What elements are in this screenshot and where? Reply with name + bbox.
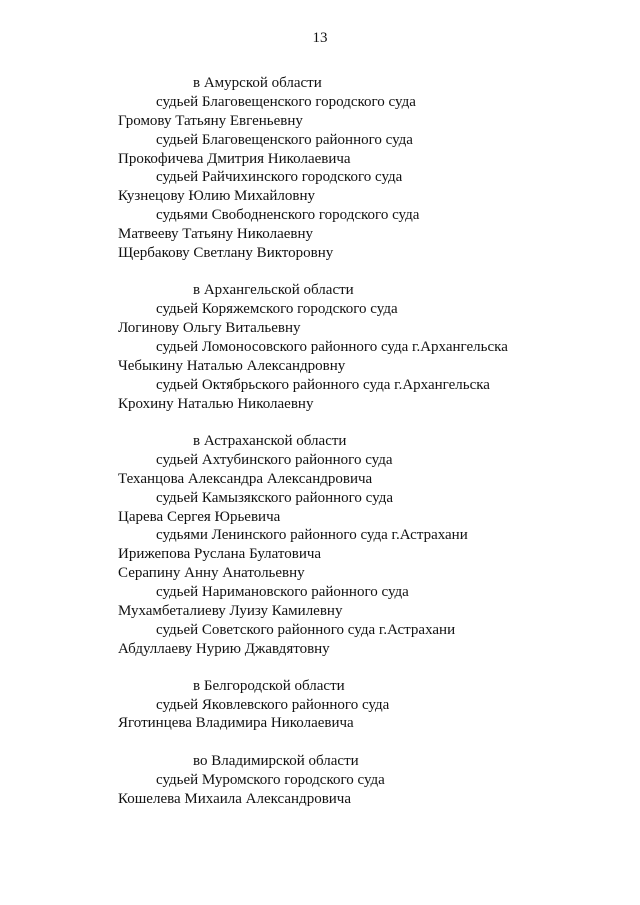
person-name: Царева Сергея Юрьевича — [118, 509, 281, 525]
region-heading: в Белгородской области — [193, 678, 345, 694]
court-line: судьей Наримановского районного суда — [156, 584, 409, 600]
court-line: судьей Ломоносовского районного суда г.Архангельска — [156, 339, 508, 355]
court-line: судьей Муромского городского суда — [156, 772, 385, 788]
person-name: Ирижепова Руслана Булатовича — [118, 546, 322, 562]
court-line: судьей Благовещенского районного суда — [156, 132, 413, 148]
person-name: Чебыкину Наталью Александровну — [118, 358, 346, 374]
person-name: Громову Татьяну Евгеньевну — [118, 113, 303, 129]
court-line: судьей Коряжемского городского суда — [156, 301, 398, 317]
person-name: Прокофичева Дмитрия Николаевича — [118, 151, 351, 167]
court-line: судьей Ахтубинского районного суда — [156, 452, 393, 468]
person-name: Кузнецову Юлию Михайловну — [118, 188, 315, 204]
region-heading: во Владимирской области — [193, 753, 359, 769]
person-name: Теханцова Александра Александровича — [118, 471, 373, 487]
person-name: Щербакову Светлану Викторовну — [118, 245, 334, 261]
person-name: Серапину Анну Анатольевну — [118, 565, 305, 581]
person-name: Логинову Ольгу Витальевну — [118, 320, 301, 336]
court-line: судьей Яковлевского районного суда — [156, 697, 390, 713]
court-line: судьей Октябрьского районного суда г.Архангельска — [156, 377, 490, 393]
court-line: судьями Свободненского городского суда — [156, 207, 420, 223]
region-heading: в Астраханской области — [193, 433, 347, 449]
court-line: судьей Благовещенского городского суда — [156, 94, 416, 110]
court-line: судьей Советского районного суда г.Астрахани — [156, 622, 456, 638]
region-heading: в Амурской области — [193, 75, 322, 91]
person-name: Кошелева Михаила Александровича — [118, 791, 352, 807]
court-line: судьями Ленинского районного суда г.Астрахани — [156, 527, 468, 543]
person-name: Мухамбеталиеву Луизу Камилевну — [118, 603, 343, 619]
person-name: Яготинцева Владимира Николаевича — [118, 715, 354, 731]
person-name: Матвееву Татьяну Николаевну — [118, 226, 314, 242]
court-line: судьей Райчихинского городского суда — [156, 169, 403, 185]
region-heading: в Архангельской области — [193, 282, 354, 298]
court-line: судьей Камызякского районного суда — [156, 490, 393, 506]
person-name: Абдуллаеву Нурию Джавдятовну — [118, 641, 330, 657]
person-name: Крохину Наталью Николаевну — [118, 396, 314, 412]
page-number: 13 — [312, 30, 328, 46]
